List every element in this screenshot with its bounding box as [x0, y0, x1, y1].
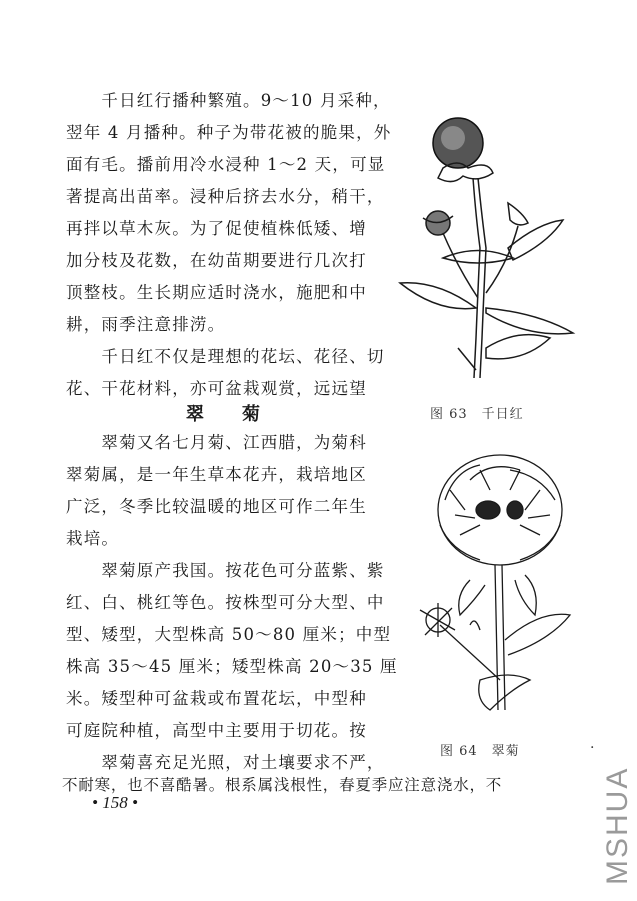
text-line: 翠菊又名七月菊、江西腊，为菊科	[66, 433, 367, 452]
heading-char: 翠	[186, 404, 205, 425]
text-line: 耕，雨季注意排涝。	[66, 315, 226, 334]
text-line: 型、矮型，大型株高 50～80 厘米；中型	[66, 625, 392, 644]
text-line: 翠菊属，是一年生草本花卉，栽培地区	[66, 465, 367, 484]
text-line: 不耐寒，也不喜酷暑。根系属浅根性，春夏季应注意浇水，不	[62, 776, 503, 794]
text-line: 翌年 4 月播种。种子为带花被的脆果，外	[66, 123, 392, 142]
text-line: 千日红不仅是理想的花坛、花径、切	[66, 347, 385, 366]
china-aster-illustration	[410, 440, 590, 730]
text-line: 米。矮型种可盆栽或布置花坛，中型种	[66, 689, 367, 708]
text-line: 株高 35～45 厘米；矮型株高 20～35 厘	[66, 657, 398, 676]
text-line: 红、白、桃红等色。按株型可分大型、中	[66, 593, 385, 612]
figure-caption: 图 63 千日红	[430, 407, 524, 422]
scan-speck: .	[590, 736, 595, 752]
text-line: 花、干花材料，亦可盆栽观赏，远远望	[66, 379, 367, 398]
text-line: 栽培。	[66, 529, 120, 548]
text-line: 翠菊喜充足光照，对土壤要求不严，	[66, 753, 385, 772]
globe-amaranth-illustration	[398, 108, 578, 388]
section-heading	[186, 400, 261, 426]
text-line: 面有毛。播前用冷水浸种 1～2 天，可显	[66, 155, 386, 174]
text-line: 著提高出苗率。浸种后挤去水分，稍干，	[66, 187, 385, 206]
text-line: 加分枝及花数，在幼苗期要进行几次打	[66, 251, 367, 270]
text-line: 千日红行播种繁殖。9～10 月采种，	[66, 91, 391, 110]
figure-caption: 图 64 翠菊	[440, 744, 520, 759]
page-number: • 158 •	[92, 793, 138, 812]
watermark: MSHUA	[601, 766, 634, 885]
text-line: 翠菊原产我国。按花色可分蓝紫、紫	[66, 561, 385, 580]
text-line: 顶整枝。生长期应适时浇水，施肥和中	[66, 283, 367, 302]
text-line: 广泛，冬季比较温暖的地区可作二年生	[66, 497, 367, 516]
text-line: 再拌以草木灰。为了促使植株低矮、增	[66, 219, 367, 238]
text-line: 可庭院种植，高型中主要用于切花。按	[66, 721, 367, 740]
heading-char: 菊	[242, 404, 261, 425]
